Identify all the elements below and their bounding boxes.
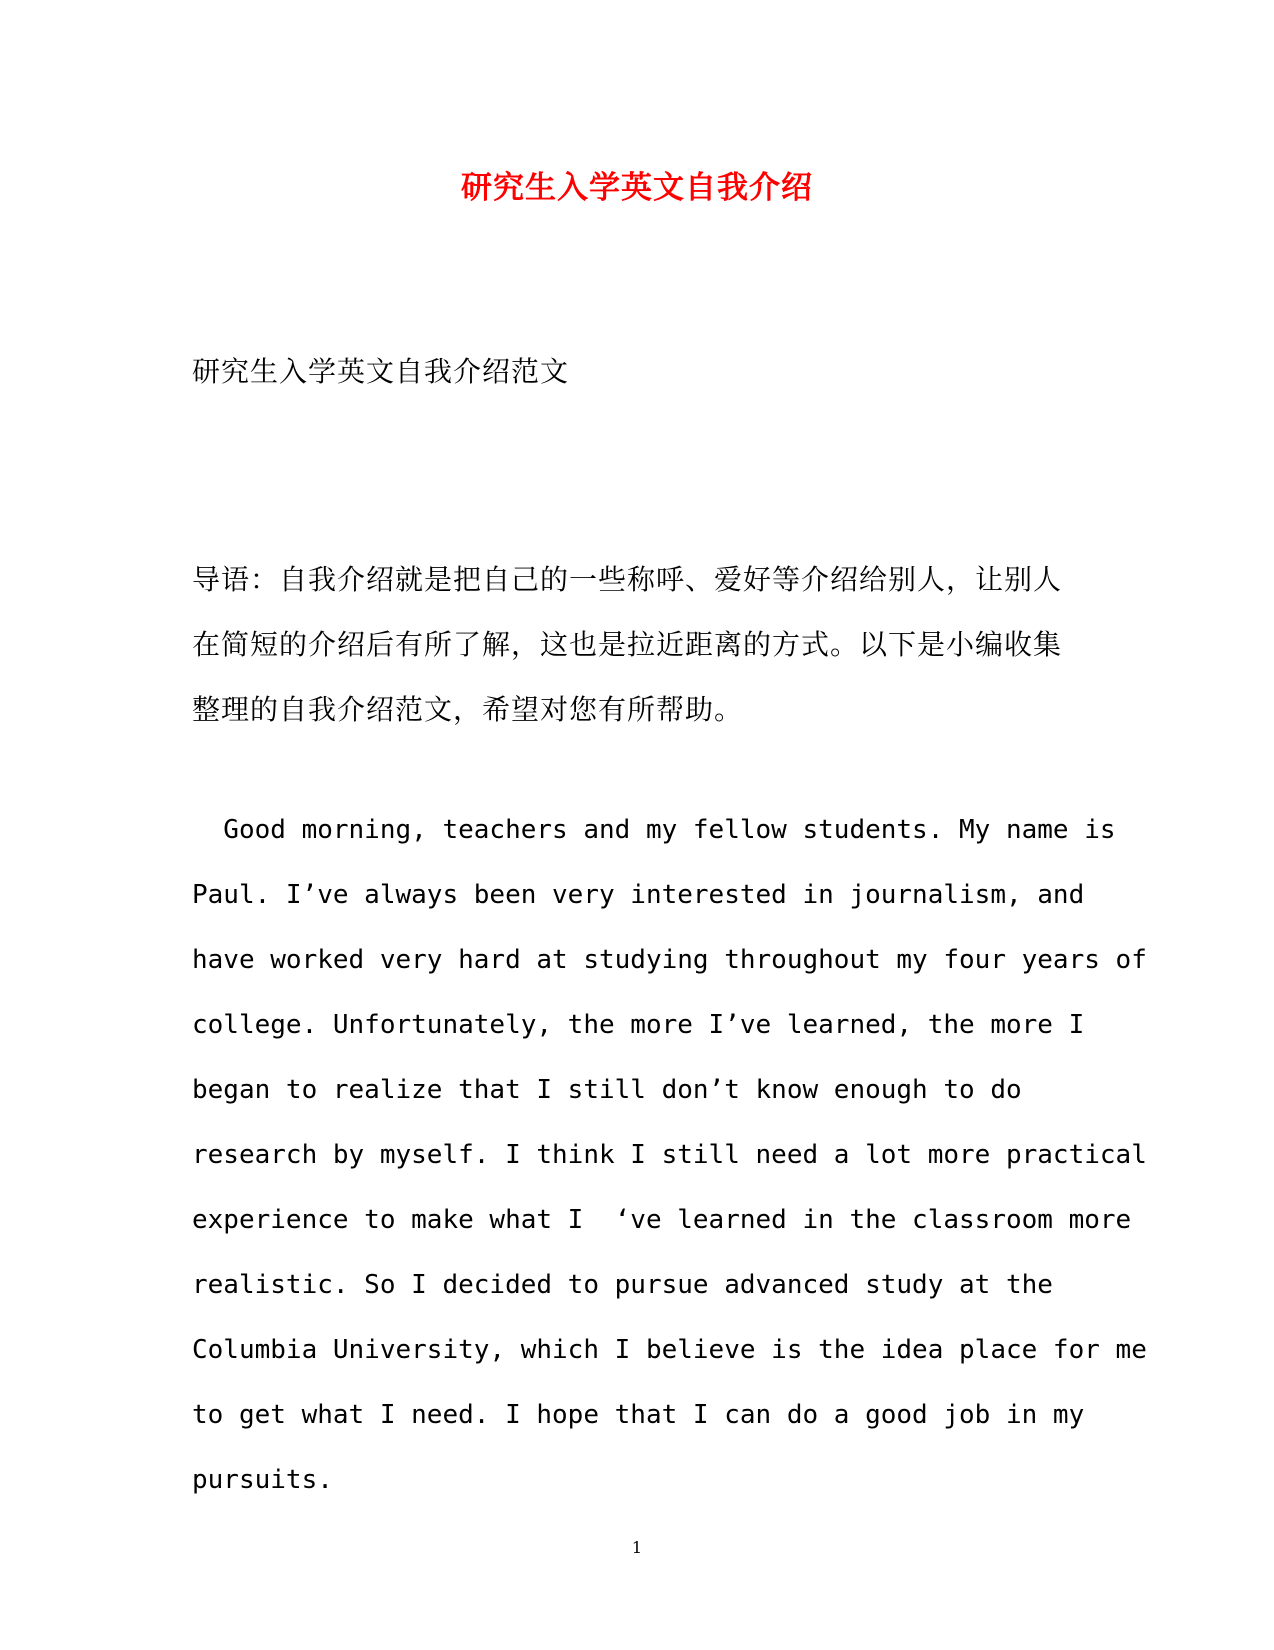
document-title: 研究生入学英文自我介绍 (461, 170, 813, 206)
intro-line: 导语：自我介绍就是把自己的一些称呼、爱好等介绍给别人，让别人 (192, 563, 1063, 596)
body-line: Paul. I’ve always been very interested in journalism, and (192, 880, 1085, 910)
body-line: research by myself. I think I still need a lot more practical (192, 1140, 1147, 1170)
intro-paragraph (192, 547, 1092, 742)
body-line: Good morning, teachers and my fellow students. My name is (192, 815, 1116, 845)
english-paragraph (192, 798, 1147, 1513)
page-number: 1 (631, 1538, 643, 1557)
intro-line: 整理的自我介绍范文，希望对您有所帮助。 (192, 693, 744, 726)
body-line: to get what I need. I hope that I can do a good job in my (192, 1400, 1085, 1430)
body-line: began to realize that I still don’t know enough to do (192, 1075, 1022, 1105)
body-line: Columbia University, which I believe is the idea place for me (192, 1335, 1147, 1365)
body-line: have worked very hard at studying throughout my four years of (192, 945, 1147, 975)
intro-line: 在简短的介绍后有所了解，这也是拉近距离的方式。以下是小编收集 (192, 628, 1063, 661)
body-line: experience to make what I ‘ve learned in the classroom more (192, 1205, 1132, 1235)
body-line: realistic. So I decided to pursue advanced study at the (192, 1270, 1053, 1300)
document-subtitle: 研究生入学英文自我介绍范文 (192, 355, 570, 388)
body-line: pursuits. (192, 1465, 333, 1495)
body-line: college. Unfortunately, the more I’ve learned, the more I (192, 1010, 1085, 1040)
